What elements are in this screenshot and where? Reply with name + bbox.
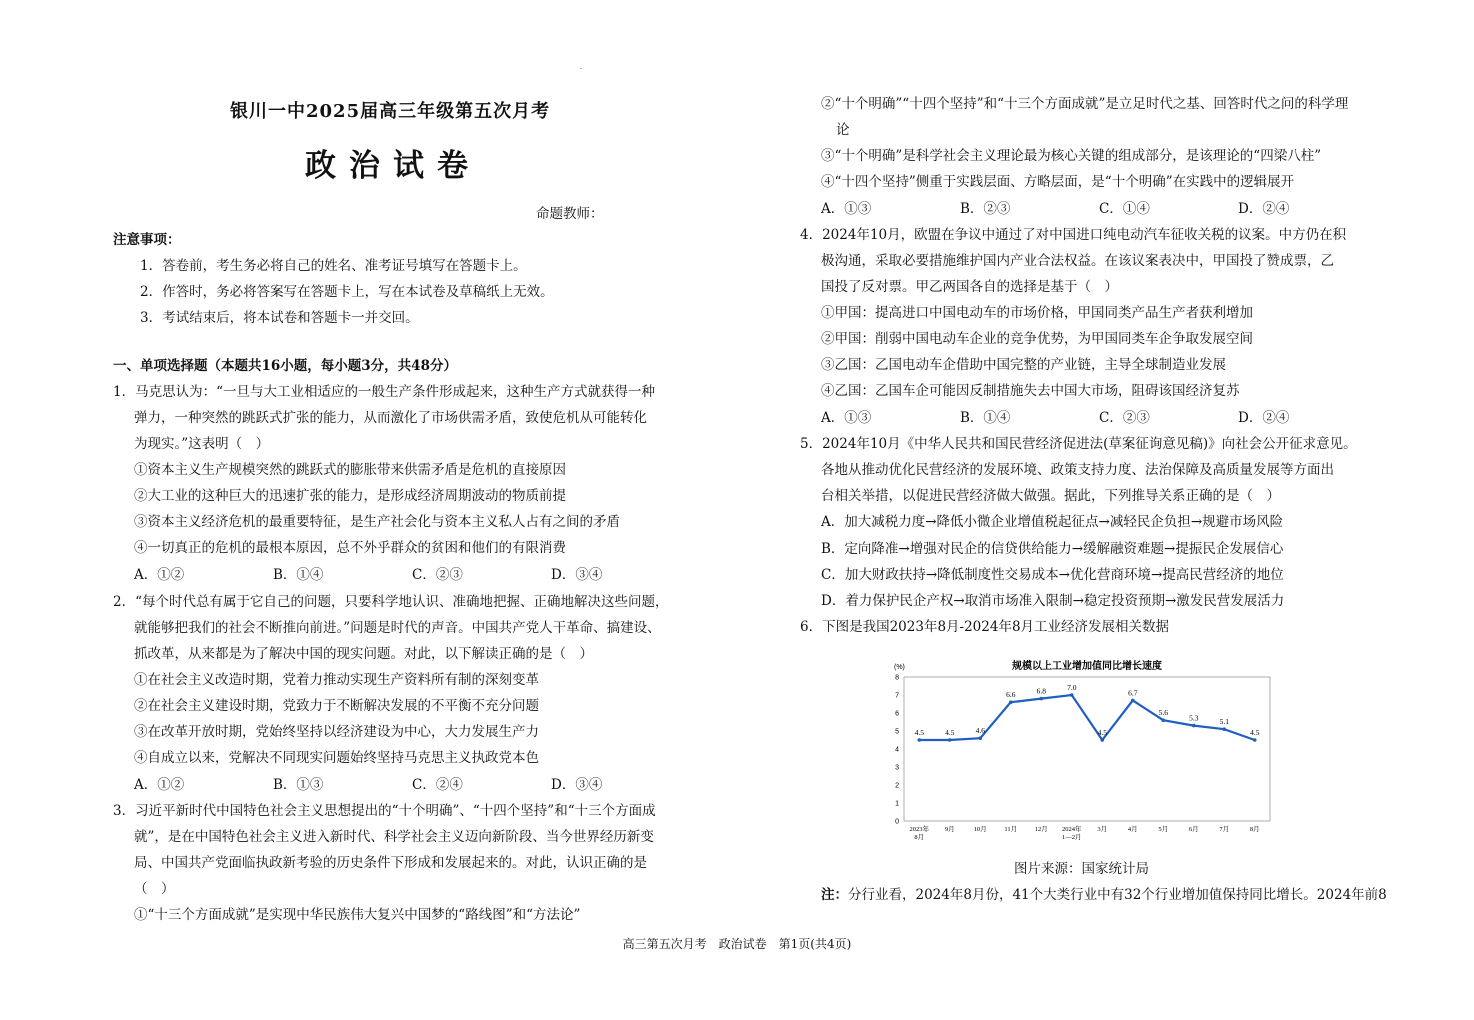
x-tick-label: 3月 [1097, 826, 1108, 833]
option-b: B．①④ [960, 410, 1011, 426]
q5-stem: 各地从推动优化民营经济的发展环境、政策支持力度、法治保障及高质量发展等方面出 [821, 462, 1334, 478]
option-c: C．①④ [1099, 201, 1150, 217]
y-tick-label: 1 [895, 800, 899, 808]
author-label: 命题教师： [536, 206, 604, 222]
q3-stem: 3．习近平新时代中国特色社会主义思想提出的“十个明确”、“十四个坚持”和“十三个方面成 [113, 803, 656, 819]
data-label: 6.6 [1006, 690, 1016, 700]
x-tick-label: 12月 [1034, 826, 1048, 833]
q5-choice-b: B．定向降准→增强对民企的信贷供给能力→缓解融资难题→提振民企发展信心 [821, 541, 1284, 557]
chart-title: 规模以上工业增加值同比增长速度 [1012, 661, 1162, 672]
section-heading: 一、单项选择题（本题共16小题，每小题3分，共48分） [113, 358, 457, 374]
subject-title: 政治试卷 [305, 148, 481, 184]
q1-item: ④一切真正的危机的最根本原因，总不外乎群众的贫困和他们的有限消费 [134, 540, 566, 556]
q3-stem: （ ） [134, 881, 175, 897]
option-b: B．①④ [273, 567, 324, 583]
q3-item: 论 [836, 122, 850, 138]
data-point [1070, 693, 1074, 697]
q3-options [821, 200, 1377, 218]
y-tick-label: 4 [895, 746, 899, 754]
data-point [917, 738, 921, 742]
q5-stem: 5．2024年10月《中华人民共和国民营经济促进法(草案征询意见稿)》向社会公开征求意见。 [800, 436, 1357, 452]
q1-stem: 1．马克思认为：“一旦与大工业相适应的一般生产条件形成起来，这种生产方式就获得一种 [113, 384, 655, 400]
data-label: 4.5 [914, 728, 924, 737]
option-a: A．①② [134, 567, 185, 583]
q1-item: ③资本主义经济危机的最重要特征，是生产社会化与资本主义私人占有之间的矛盾 [134, 514, 620, 530]
q4-stem: 国投了反对票。甲乙两国各自的选择是基于（ ） [821, 279, 1118, 295]
q3-item: ①“十三个方面成就”是实现中华民族伟大复兴中国梦的“路线图”和“方法论” [134, 907, 581, 923]
y-tick-label: 2 [895, 782, 899, 790]
data-label: 4.5 [1097, 728, 1107, 737]
data-point [1253, 738, 1257, 742]
option-d: D．②④ [1238, 201, 1290, 217]
option-c: C．②③ [1099, 410, 1150, 426]
data-label: 4.6 [975, 726, 985, 736]
q2-stem: 2．“每个时代总有属于它自己的问题，只要科学地认识、准确地把握、正确地解决这些问题， [113, 594, 669, 610]
q4-item: ①甲国：提高进口中国电动车的市场价格，甲国同类产品生产者获利增加 [821, 305, 1253, 321]
q1-item: ①资本主义生产规模突然的跳跃式的膨胀带来供需矛盾是危机的直接原因 [134, 462, 566, 478]
option-d: D．②④ [1238, 410, 1290, 426]
notice-item: 1．答卷前，考生务必将自己的姓名、准考证号填写在答题卡上。 [140, 258, 527, 274]
option-c: C．②④ [412, 777, 463, 793]
q2-item: ①在社会主义改造时期，党着力推动实现生产资料所有制的深刻变革 [134, 672, 539, 688]
data-point [1161, 718, 1165, 722]
data-label: 5.1 [1219, 717, 1229, 727]
note-text: 分行业看，2024年8月份，41个大类行业中有32个行业增加值保持同比增长。2024年前8 [848, 887, 1387, 903]
data-label: 4.5 [1250, 728, 1260, 737]
q6-stem: 6．下图是我国2023年8月-2024年8月工业经济发展相关数据 [800, 619, 1170, 635]
data-point [1222, 727, 1226, 731]
q4-options [821, 409, 1377, 427]
q4-item: ③乙国：乙国电动车企借助中国完整的产业链，主导全球制造业发展 [821, 357, 1226, 373]
data-label: 4.5 [945, 728, 955, 737]
y-tick-label: 6 [895, 710, 899, 718]
data-point [1192, 724, 1196, 728]
industrial-growth-chart [880, 655, 1280, 855]
x-tick-label: 7月 [1219, 826, 1230, 833]
data-label: 6.7 [1128, 688, 1138, 698]
q4-stem: 极沟通，采取必要措施维护国内产业合法权益。在该议案表决中，甲国投了赞成票，乙 [821, 253, 1334, 269]
option-a: A．①② [134, 777, 185, 793]
data-point [1131, 699, 1135, 703]
x-tick-label: 6月 [1188, 826, 1199, 833]
q3-item: ④“十四个坚持”侧重于实践层面、方略层面，是“十个明确”在实践中的逻辑展开 [821, 174, 1295, 190]
y-tick-label: 0 [895, 818, 899, 826]
scan-dot: . [580, 64, 582, 71]
option-b: B．②③ [960, 201, 1011, 217]
data-label: 5.6 [1158, 708, 1168, 718]
y-tick-label: 5 [895, 728, 899, 736]
x-tick-label: 10月 [973, 826, 987, 833]
data-point [978, 736, 982, 740]
option-d: D．③④ [551, 567, 603, 583]
q2-options [134, 776, 690, 794]
data-point [1009, 700, 1013, 704]
q2-stem: 抓改革，从来都是为了解决中国的现实问题。对此，以下解读正确的是（ ） [134, 646, 593, 662]
chart-y-unit: (%) [894, 664, 905, 671]
x-tick-label: 11月 [1004, 826, 1018, 833]
notice-heading: 注意事项： [113, 232, 181, 248]
option-a: A．①③ [821, 410, 872, 426]
q5-choice-c: C．加大财政扶持→降低制度性交易成本→优化营商环境→提高民营经济的地位 [821, 567, 1284, 583]
q1-options [134, 566, 690, 584]
data-label: 6.8 [1036, 686, 1046, 696]
chart-source: 图片来源：国家统计局 [1014, 861, 1149, 877]
option-c: C．②③ [412, 567, 463, 583]
data-point [1039, 697, 1043, 701]
exam-title: 银川一中2025届高三年级第五次月考 [230, 101, 551, 122]
series-line [919, 695, 1255, 740]
x-tick-label: 2024年 1—2月 [1062, 826, 1082, 841]
data-point [1100, 738, 1104, 742]
y-tick-label: 3 [895, 764, 899, 772]
x-tick-label: 2023年 8月 [909, 826, 929, 841]
q1-item: ②大工业的这种巨大的迅速扩张的能力，是形成经济周期波动的物质前提 [134, 488, 566, 504]
y-tick-label: 7 [895, 692, 899, 700]
q4-item: ②甲国：削弱中国电动车企业的竞争优势，为甲国同类车企争取发展空间 [821, 331, 1253, 347]
q3-item: ③“十个明确”是科学社会主义理论最为核心关键的组成部分，是该理论的“四梁八柱” [821, 148, 1322, 164]
q1-stem: 为现实。”这表明（ ） [134, 436, 270, 452]
plot-frame [904, 677, 1270, 821]
x-tick-label: 5月 [1158, 826, 1169, 833]
q4-stem: 4．2024年10月，欧盟在争议中通过了对中国进口纯电动汽车征收关税的议案。中方仍在积 [800, 227, 1347, 243]
y-tick-label: 8 [895, 674, 899, 682]
q4-item: ④乙国：乙国车企可能因反制措施失去中国大市场，阻碍该国经济复苏 [821, 383, 1240, 399]
option-a: A．①③ [821, 201, 872, 217]
option-b: B．①③ [273, 777, 324, 793]
notice-item: 2．作答时，务必将答案写在答题卡上，写在本试卷及草稿纸上无效。 [140, 284, 554, 300]
notice-item: 3．考试结束后，将本试卷和答题卡一并交回。 [140, 310, 419, 326]
q3-stem: 局、中国共产党面临执政新考验的历史条件下形成和发展起来的。对此，认识正确的是 [134, 855, 647, 871]
x-tick-label: 8月 [1249, 826, 1260, 833]
q5-stem: 台相关举措，以促进民营经济做大做强。据此，下列推导关系正确的是（ ） [821, 488, 1280, 504]
option-d: D．③④ [551, 777, 603, 793]
q2-item: ②在社会主义建设时期，党致力于不断解决发展的不平衡不充分问题 [134, 698, 539, 714]
note-label: 注： [821, 887, 848, 903]
q2-item: ④自成立以来，党解决不同现实问题始终坚持马克思主义执政党本色 [134, 750, 539, 766]
data-label: 5.3 [1189, 713, 1199, 723]
q2-item: ③在改革开放时期，党始终坚持以经济建设为中心，大力发展生产力 [134, 724, 539, 740]
q1-stem: 弹力，一种突然的跳跃式扩张的能力，从而激化了市场供需矛盾，致使危机从可能转化 [134, 410, 647, 426]
data-point [948, 738, 952, 742]
q5-choice-d: D．着力保护民企产权→取消市场准入限制→稳定投资预期→激发民营发展活力 [821, 593, 1285, 609]
q5-choice-a: A．加大减税力度→降低小微企业增值税起征点→减轻民企负担→规避市场风险 [821, 514, 1284, 530]
q3-stem: 就”，是在中国特色社会主义进入新时代、科学社会主义迈向新阶段、当今世界经历新变 [134, 829, 654, 845]
q3-item: ②“十个明确”“十四个坚持”和“十三个方面成就”是立足时代之基、回答时代之问的科学理 [821, 96, 1349, 112]
page-footer: 高三第五次月考 政治试卷 第1页(共4页) [622, 937, 852, 951]
x-tick-label: 9月 [944, 826, 955, 833]
x-tick-label: 4月 [1127, 826, 1138, 833]
data-label: 7.0 [1067, 683, 1077, 692]
q2-stem: 就能够把我们的社会不断推向前进。”问题是时代的声音。中国共产党人干革命、搞建设、 [134, 620, 661, 636]
q6-note [821, 886, 1387, 904]
